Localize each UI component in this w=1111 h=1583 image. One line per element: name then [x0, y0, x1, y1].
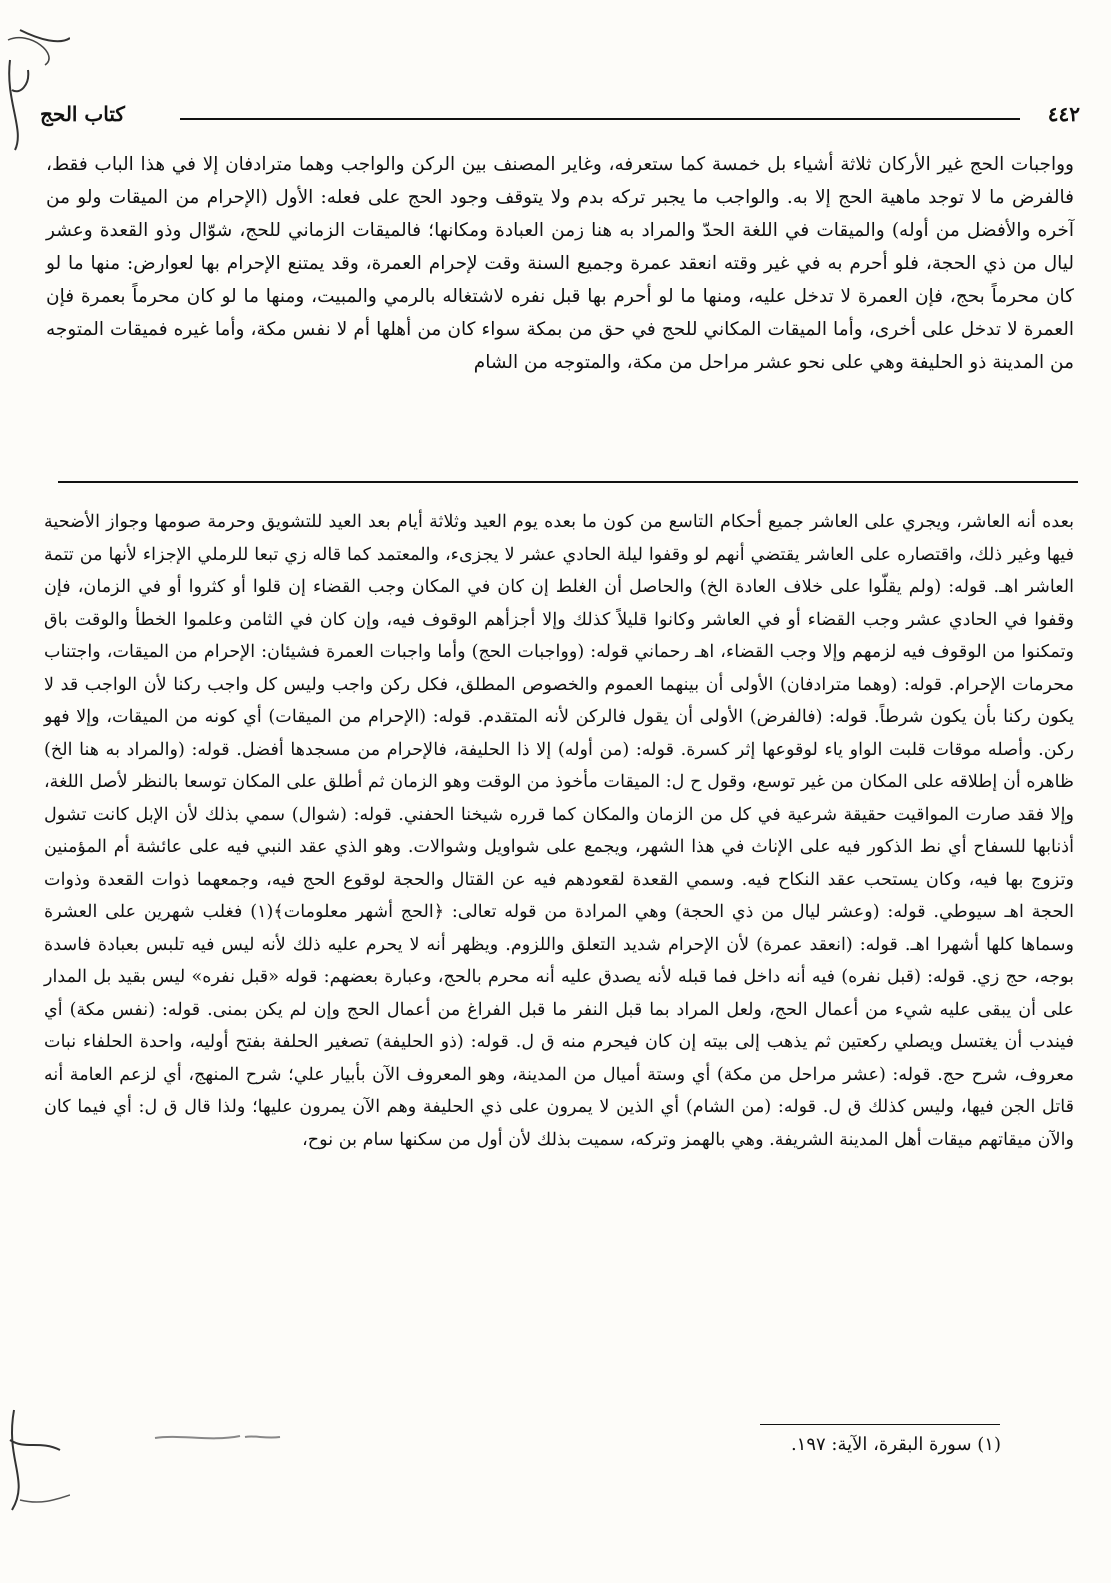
main-paragraph: وواجبات الحج غير الأركان ثلاثة أشياء بل خمسة كما ستعرفه، وغاير المصنف بين الركن والواجب وهما مترادفان إلا في هذا الباب فقط، فالفرض ما لا توجد ماهية الحج إلا به. والواجب ما يجبر تركه بدم ولا يتوقف وجود الحج على فعله: الأول (الإحرام من الميقات ولو من آخره والأفضل من أوله) والميقات في اللغة الحدّ والمراد به هنا زمن العبادة ومكانها؛ فالميقات الزماني للحج، شوّال وذو القعدة وعشر ليال من ذي الحجة، فلو أحرم به في غير وقته انعقد عمرة وجميع السنة وقت لإحرام العمرة، وقد يمتنع الإحرام بها لعوارض: منها ما لو كان محرماً بحج، فإن العمرة لا تدخل عليه، ومنها ما لو أحرم بها قبل نفره لاشتغاله بالرمي والمبيت، ومنها ما لو كان محرماً بعمرة فإن العمرة لا تدخل على أخرى، وأما الميقات المكاني للحج في حق من بمكة سواء كان من أهلها أم لا نفس مكة، وأما غيره فميقات المتوجه من المدينة ذو الحليفة وهي على نحو عشر مراحل من مكة، والمتوجه من الشام — [46, 154, 1074, 373]
footnote-separator — [760, 1424, 1000, 1425]
footnote: (١) سورة البقرة، الآية: ١٩٧. — [790, 1434, 1001, 1455]
text-separator — [58, 481, 1078, 483]
header-rule — [180, 118, 1020, 120]
page-header — [40, 96, 1080, 136]
commentary-paragraph: بعده أنه العاشر، ويجري على العاشر جميع أحكام التاسع من كون ما بعده يوم العيد وثلاثة أيام بعد العيد للتشويق وحرمة صومها وجواز الأضحية فيها وغير ذلك، واقتصاره على العاشر يقتضي أنهم لو وقفوا ليلة الحادي عشر لا يجزىء، والمعتمد كما قاله زي تبعا للرملي الإجزاء لأنها من تتمة العاشر اهـ. قوله: (ولم يقلّوا على خلاف العادة الخ) والحاصل أن الغلط إن كان في المكان وجب القضاء إن قلوا أو كثروا أو في الزمان، فإن وقفوا في الحادي عشر وجب القضاء أو في العاشر وكانوا قليلاً كذلك وإلا أجزأهم الوقوف فيه، وإن كان في الثامن وعلموا الخطأ والوقت باق وتمكنوا من الوقوف فيه لزمهم وإلا وجب القضاء، اهـ رحماني قوله: (وواجبات الحج) وأما واجبات العمرة فشيئان: الإحرام من الميقات، واجتناب محرمات الإحرام. قوله: (وهما مترادفان) الأولى أن بينهما العموم والخصوص المطلق، فكل ركن واجب وليس كل واجب ركنا لأن الواجب قد لا يكون ركنا بأن يكون شرطاً. قوله: (فالفرض) الأولى أن يقول فالركن لأنه المتقدم. قوله: (الإحرام من الميقات) أي كونه من الميقات، وإلا فهو ركن. وأصله موقات قلبت الواو ياء لوقوعها إثر كسرة. قوله: (من أوله) إلا ذا الحليفة، فالإحرام من مسجدها أفضل. قوله: (والمراد به هنا الخ) ظاهره أن إطلاقه على المكان من غير توسع، وقول ح ل: الميقات مأخوذ من الوقت وهو الزمان ثم أطلق على المكان توسعا بالنظر لأصل اللغة، وإلا فقد صارت المواقيت حقيقة شرعية في كل من الزمان والمكان كما قرره شيخنا الحفني. قوله: (شوال) سمي بذلك لأن الإبل كانت تشول أذنابها للسفاح أي نط الذكور فيه على الإناث في هذا الشهر، ويجمع على شواويل وشوالات. وهو الذي عقد النبي فيه على عائشة أم المؤمنين وتزوج بها فيه، وكان يستحب عقد النكاح فيه. وسمي القعدة لقعودهم فيه عن القتال والحجة لوقوع الحج فيه، وجمعهما ذوات القعدة وذوات الحجة اهـ سيوطي. قوله: (وعشر ليال من ذي الحجة) وهي المرادة من قوله تعالى: ﴿الحج أشهر معلومات﴾(١) فغلب شهرين على العشرة وسماها كلها أشهرا اهـ. قوله: (انعقد عمرة) لأن الإحرام شديد التعلق واللزوم. ويظهر أنه لا يحرم عليه ذلك لأنه ليس فيه تلبس بعبادة فاسدة بوجه، حج زي. قوله: (قبل نفره) فيه أنه داخل فما قبله لأنه يصدق عليه أنه محرم بالحج، وعبارة بعضهم: قوله «قبل نفره» ليس بقيد بل المدار على أن يبقى عليه شيء من أعمال الحج، ولعل المراد بما قبل النفر ما قبل الفراغ من أعمال الحج وإن لم يكن بمنى. قوله: (نفس مكة) أي فيندب أن يغتسل ويصلي ركعتين ثم يذهب إلى بيته إن كان فيحرم منه ق ل. قوله: (ذو الحليفة) تصغير الحلفة بفتح أوليه، واحدة الحلفاء نبات معروف، شرح حج. قوله: (عشر مراحل من مكة) أي وستة أميال من المدينة، وهو المعروف الآن بأبيار علي؛ شرح المنهج، أي لزعم العامة أنه قاتل الجن فيها، وليس كذلك ق ل. قوله: (من الشام) أي الذين لا يمرون على ذي الحليفة وهم الآن يمرون عليها؛ ولذا قال ق ل: أي فيما كان والآن ميقاتهم ميقات أهل المدينة الشريفة. وهي بالهمز وتركه، سميت بذلك لأن أول من سكنها سام بن نوح، — [44, 512, 1074, 1150]
commentary-block — [44, 506, 1074, 1156]
book-title: كتاب الحج — [40, 102, 125, 126]
main-text-block — [46, 148, 1074, 379]
page-number: ٤٤٢ — [1047, 102, 1080, 126]
scan-smudge-decoration — [150, 1428, 290, 1448]
